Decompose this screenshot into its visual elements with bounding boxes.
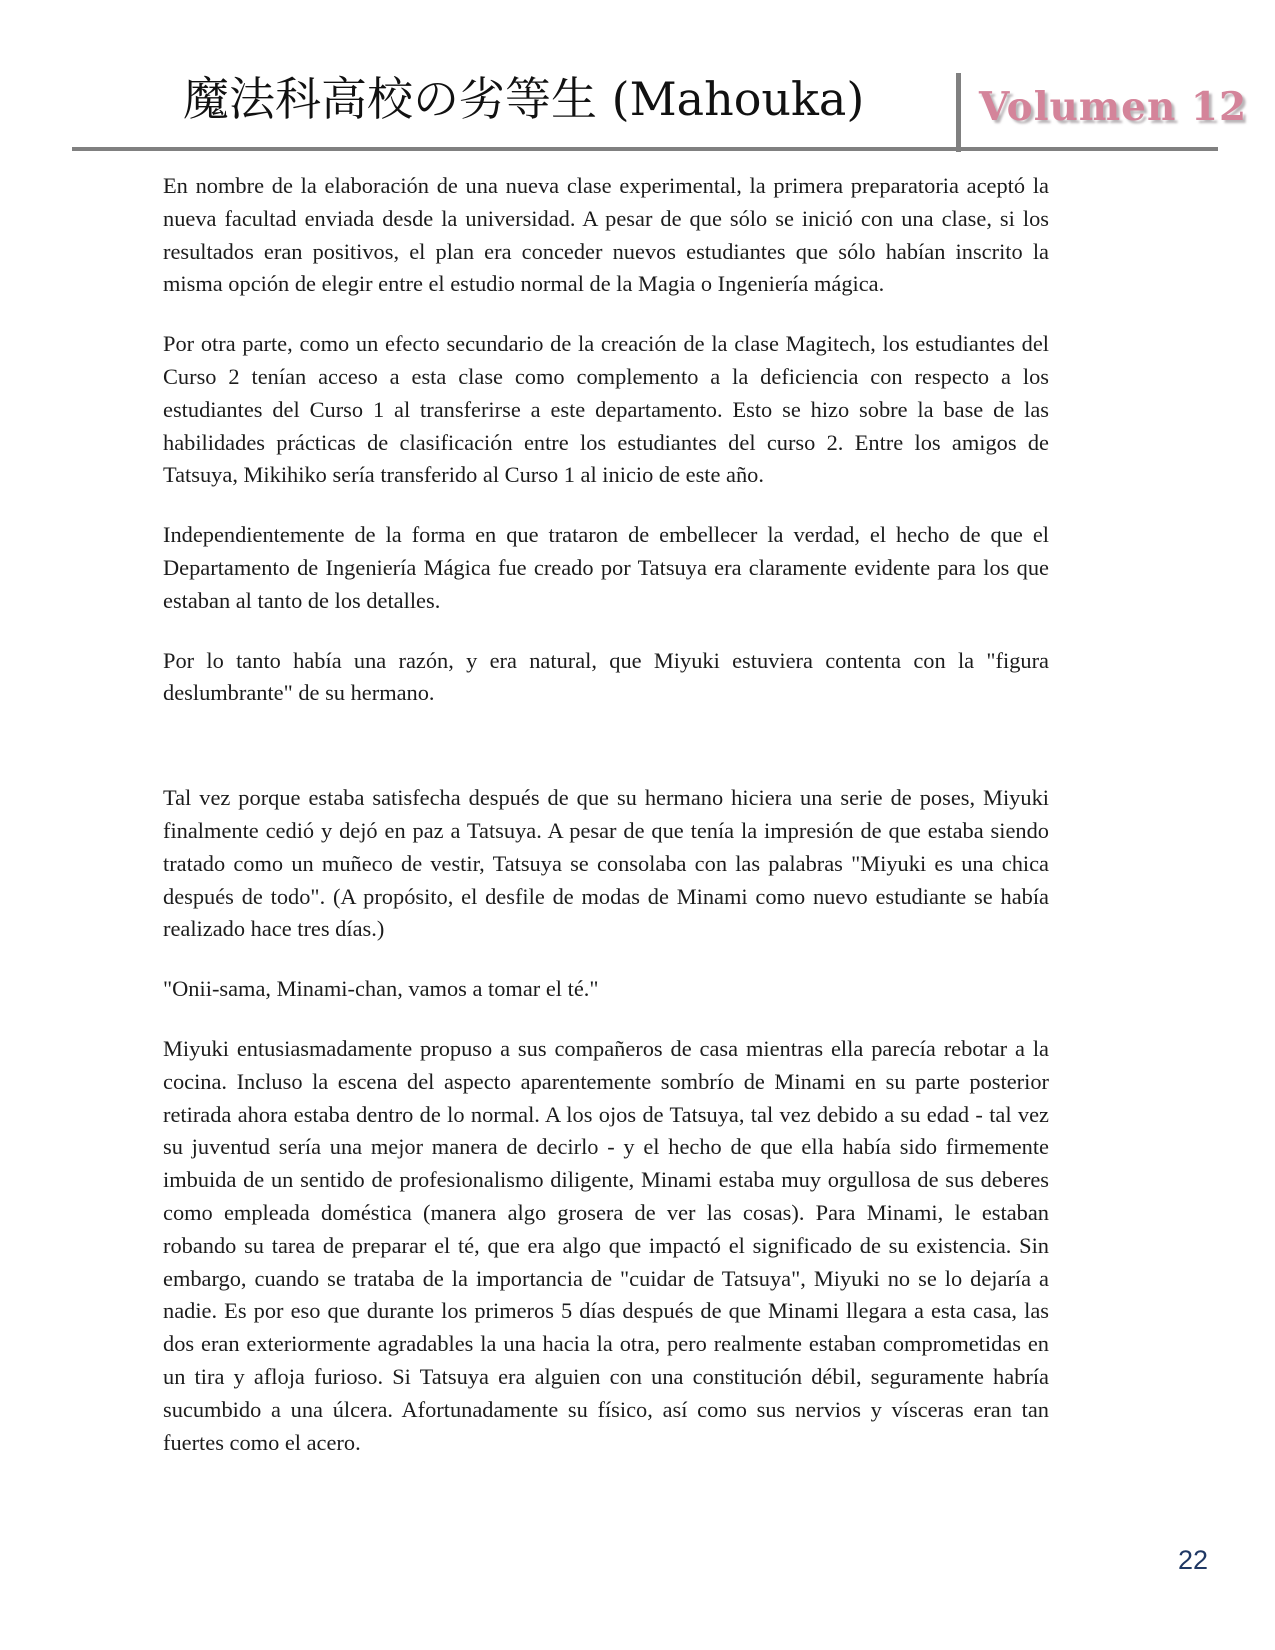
paragraph-3: Independientemente de la forma en que trataron de embellecer la verdad, el hecho de que el Departamento de Ingeniería Mágica fue creado por Tatsuya era claramente evidente para los que estaban al tanto de los detalles. bbox=[163, 522, 1049, 613]
paragraph-4: Por lo tanto había una razón, y era natural, que Miyuki estuviera contenta con la "figura deslumbrante" de su hermano. bbox=[163, 647, 1049, 706]
page-title: 魔法科高校の劣等生 (Mahouka) bbox=[183, 72, 865, 126]
paragraph-7: Miyuki entusiasmadamente propuso a sus compañeros de casa mientras ella parecía rebotar a la cocina. Incluso la escena del aspecto aparentemente sombrío de Minami en su parte posterior retirada ahora estaba dentro de lo normal. A los ojos de Tatsuya, tal vez debido a su edad - tal vez su juventud sería una mejor manera de decirlo - y el hecho de que ella había sido firmemente imbuida de un sentido de profesionalismo diligente, Minami estaba muy orgullosa de sus deberes como empleada doméstica (manera algo grosera de ver las cosas). Para Minami, le estaban robando su tarea de preparar el té, que era algo que impactó el significado de su existencia. Sin embargo, cuando se trataba de la importancia de "cuidar de Tatsuya", Miyuki no se lo dejaría a nadie. Es por eso que durante los primeros 5 días después de que Minami llegara a esta casa, las dos eran exteriormente agradables la una hacia la otra, pero realmente estaban comprometidas en un tira y afloja furioso. Si Tatsuya era alguien con una constitución débil, seguramente habría sucumbido a una úlcera. Afortunadamente su físico, así como sus nervios y vísceras eran tan fuertes como el acero. bbox=[163, 1035, 1049, 1455]
paragraph-2: Por otra parte, como un efecto secundario de la creación de la clase Magitech, los estudiantes del Curso 2 tenían acceso a esta clase como complemento a la deficiencia con respecto a los estudiantes del Curso 1 al transferirse a este departamento. Esto se hizo sobre la base de las habilidades prácticas de clasificación entre los estudiantes del curso 2. Entre los amigos de Tatsuya, Mikihiko sería transferido al Curso 1 al inicio de este año. bbox=[163, 331, 1049, 488]
header-rule bbox=[72, 147, 1218, 151]
paragraph-1: En nombre de la elaboración de una nueva clase experimental, la primera preparatoria aceptó la nueva facultad enviada desde la universidad. A pesar de que sólo se inició con una clase, si los resultados eran positivos, el plan era conceder nuevos estudiantes que sólo habían inscrito la misma opción de elegir entre el estudio normal de la Magia o Ingeniería mágica. bbox=[163, 173, 1049, 297]
scene-break bbox=[163, 737, 1049, 782]
page-number: 22 bbox=[1177, 1545, 1208, 1575]
paragraph-5: Tal vez porque estaba satisfecha después de que su hermano hiciera una serie de poses, Miyuki finalmente cedió y dejó en paz a Tatsuya. A pesar de que tenía la impresión de que estaba siendo tratado como un muñeco de vestir, Tatsuya se consolaba con las palabras "Miyuki es una chica después de todo". (A propósito, el desfile de modas de Minami como nuevo estudiante se había realizado hace tres días.) bbox=[163, 785, 1049, 942]
header-divider-bar bbox=[956, 73, 961, 152]
dialogue-line: "Onii-sama, Minami-chan, vamos a tomar el té." bbox=[163, 976, 599, 1002]
page-body bbox=[163, 170, 1049, 1486]
volume-label: Volumen 12 bbox=[979, 84, 1248, 130]
